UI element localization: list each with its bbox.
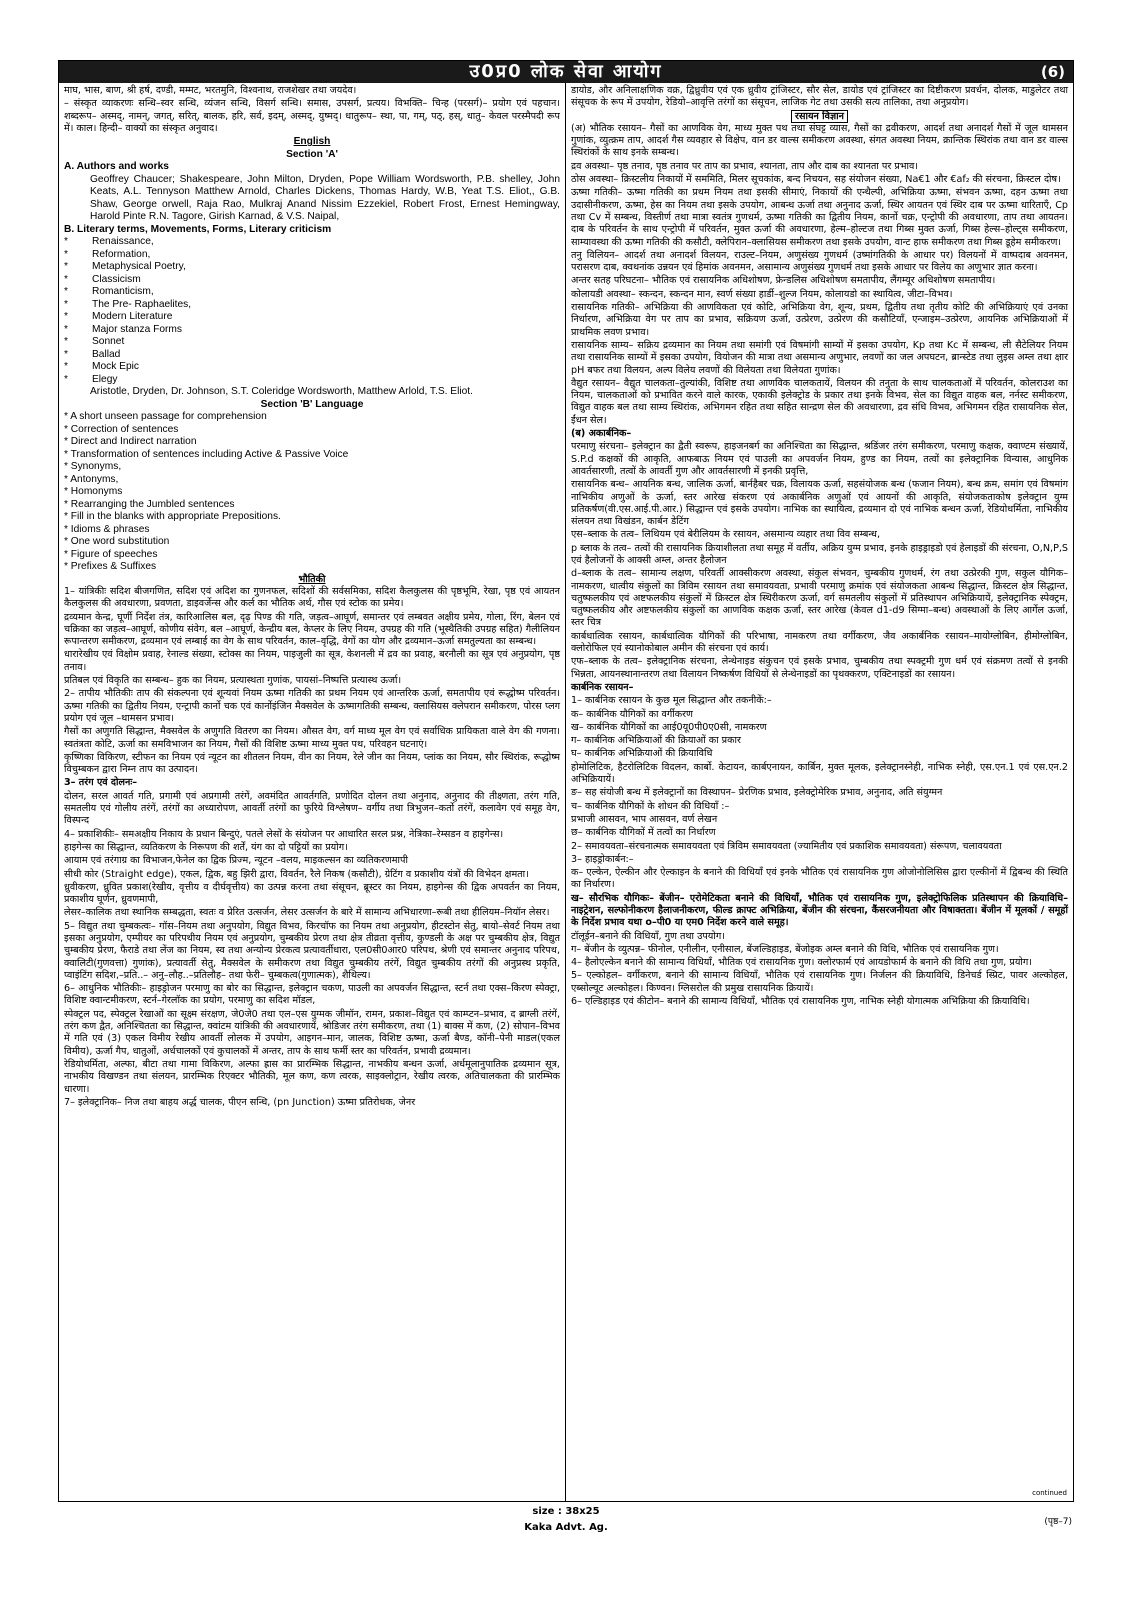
footer-page-number: (पृष्ठ–7) (1044, 1517, 1072, 1527)
paragraph: घ– कार्बनिक अभिक्रियाओं की क्रियाविधि (571, 748, 713, 760)
list-item: * Mock Epic (64, 361, 560, 374)
list-item: * Correction of sentences (64, 423, 179, 435)
paragraph: ख– सौरभिक यौगिकः– बेंजीन– एरोमेटिकता बनाने की विधियाँ, भौतिक एवं रासायनिक गुण, इलेक्ट्रोफिलिक प्रतिस्थापन की क्रियाविधि– नाइट्रेशन, सल्फोनीकरण हैलाजनीकरण, फील्ड क्राफ्ट अभिक्रिया, बेंजीन की संरचना, कैंसरजनीयता और विषाक्तता। बेंजीन में मूलकों / समूहों के निर्देश प्रभाव यथा o–पी0 या एम0 निर्देश करने वाले समूह। (571, 892, 1068, 929)
paragraph: आयाम एवं तरंगाग्र का विभाजन,फेनेल का द्विक प्रिज्म, न्यूटन –वलय, माइकल्सन का व्यतिकरणमापी (64, 855, 408, 867)
list-item: * Fill in the blanks with appropriate Prepositions. (64, 511, 281, 523)
paragraph: एस–ब्लाक के तत्व– लिथियम एवं बेरीलियम के रसायन, असमान्य व्यहार तथा विव सम्बन्ध, (571, 529, 881, 541)
section-b-heading: Section 'B' Language (260, 398, 364, 410)
paragraph: गैसों का अणुगति सिद्धान्त, मैक्सवेल के अणुगति वितरण का नियम। औसत वेग, वर्ग माध्य मूल वेग एवं सर्वाधिक प्रायिकता वाले वेग की गणना। स्वतंत्रता कोटि, ऊर्जा का समविभाजन का नियम, गैसों की विशिष्ट ऊष्मा माध्य मुक्त पथ, परिवहन घटनाएं। (64, 726, 560, 750)
paragraph: ध्रुवीकरण, ध्रुवित प्रकाश(रेखीय, वृत्तीय व दीर्घवृत्तीय) का उत्पन्न करना तथा संसूचन, ब्रूस्टर का नियम, हाइगेन्स की द्विक अपवर्तन का नियम, प्रकाशीय घूर्णन, ध्रुवणमापी, (64, 881, 560, 906)
paragraph: d–ब्लाक के तत्व– सामान्य लक्षण, परिवर्ती आक्सीकरण अवस्था, संकुल संभवन, चुम्बकीय गुणधर्म, रंग तथा उत्प्रेरकी गुण, सकुल यौगिक–नामकरण, धात्वीय संकुलों का त्रिविम रसायन तथा समावयवता, प्रभावी परमाणु क्रमांक एवं संयोजकता आबन्ध सिद्धान्त, क्रिस्टल क्षेत्र सिद्धान्त, चतुष्फलकीय एवं अष्टफलकीय संकुलों में क्रिस्टल क्षेत्र स्थिरीकरण ऊर्जा, वर्ग समतलीय संकुलों में प्रतिस्थापन अभिक्रियायें, इलेक्ट्रानिक स्पेक्ट्रम, चतुष्फलकीय और अष्टफलकीय संकुलों का आणविक कक्षक ऊर्जा, स्तर आरेख (केवल d1-d9 सिग्मा–बन्ध) अवस्थाओं के लिए आर्गेल ऊर्जा, स्तर चित्र (571, 568, 1068, 629)
page-number: (6) (1040, 63, 1065, 81)
list-item: * Romanticism, (64, 286, 560, 299)
literary-terms-label: B. Literary terms, Movements, Forms, Literary criticism (64, 223, 332, 235)
paragraph: ऊष्मा गतिकी– ऊष्मा गतिकी का प्रथम नियम तथा इसकी सीमाएं, निकायों की एन्थैल्पी, अभिक्रिया ऊष्मा, संभवन ऊष्मा, दहन ऊष्मा तथा उदासीनीकरण, ऊष्मा, हेस का नियम तथा इसके उपयोग, आबन्ध ऊर्जा तथा अनुनाद ऊर्जा, स्थिर आयतन एवं स्थिर दाब पर ऊष्मा धारिताएँ, Cp तथा Cv में सम्बन्ध, विस्तीर्ण तथा मात्रा स्वतंत्र गुणधर्म, ऊष्मा गतिकी का द्वितीय नियम, कार्नो चक्र, एन्ट्रोपी की अवधारणा, ताप तथा आयतन। दाब के परिवर्तन के साथ एन्ट्रोपी में परिवर्तन, मुक्त ऊर्जा की अवधारणा, हेल्म–होल्टज तथा गिब्स मुक्त ऊर्जा, गिब्स हेल्स–होल्ट्स समीकरण, साम्यावस्था की ऊष्मा गतिकी की कसौटी, क्लेपिरान–क्लासियस समीकरण तथा इसके उपयोग, वान्ट हाफ समीकरण तथा गिब्स डूहेम समीकरण। (571, 187, 1068, 248)
paragraph: (ब) अकार्बनिक– (571, 428, 632, 440)
paragraph: 2– तापीय भौतिकीः ताप की संकल्पना एवं शून्यवां नियम ऊष्मा गतिकी का प्रथम नियम एवं आन्तरिक ऊर्जा, समतापीय एवं रूद्धोष्म परिवर्तन। ऊष्मा गतिकी का द्वितीय नियम, एन्ट्रापी कार्नो चक एवं कार्नोइंजिन मैक्सवेल के ऊष्मागतिकी सम्बन्ध, क्लासियस क्लेपरान समीकरण, पोरस प्लग प्रयोग एवं जूल –थामसन प्रभाव। (64, 688, 560, 724)
list-item: * Transformation of sentences including Active & Passive Voice (64, 448, 349, 460)
list-item: * The Pre- Raphaelites, (64, 299, 560, 312)
paragraph: 7– इलेक्ट्रानिक– निज तथा बाहय अर्द्ध चालक, पीएन सन्धि, (pn Junction) ऊष्मा प्रतिरोधक, जेनर (64, 1096, 416, 1108)
list-item: * Elegy (64, 374, 560, 387)
paragraph: रासायनिक बन्ध– आयनिक बन्ध, जालिक ऊर्जा, बार्नहैबर चक्र, विलायक ऊर्जा, सहसंयोजक बन्ध (फजान नियम), बन्ध क्रम, समांग एवं विषमांग नाभिकीय अणुओं के ऊर्जा, स्तर आरेख संकरण एवं अकार्बनिक अणुओं एवं आयनों की आकृति, संयोजकताकोष इलेक्ट्रान युग्म प्रतिकर्षण(वी.एस.आई.पी.आर.) सिद्धान्त एवं इसके उपयोग। नाभिक का स्थायित्व, द्रव्यमान दो एवं नाभिक बन्धन ऊर्जा, रेडियोधर्मिता, नाभिकीय संलयन तथा विखंडन, कार्बन डेटिंग (571, 479, 1068, 528)
list-item: * Reformation, (64, 249, 560, 262)
paragraph: अन्तर सतह परिघटना– भौतिक एवं रासायनिक अधिशोषण, फ्रेन्डलिस अधिशोषण समतापीय, लैंगम्यूर अधिशोषण समतापीय। (571, 275, 996, 287)
paragraph: वैद्युत रसायन– वैद्युत चालकता–तुल्यांकी, विशिष्ट तथा आणविक चालकतायें, विलयन की तनुता के साथ चालकताओं में परिवर्तन, कोलराउश का नियम, चालकताओं को प्रभावित करने वाले कारक, एकाकी इलेक्ट्रोड के प्रकार तथा इनके विभव, सेल का विद्युत वाहक बल, नर्नस्ट समीकरण, विद्युत वाहक बल तथा साम्य स्थिरांक, अभिगमन रहित तथा सहित सान्द्रण सेल की अवधारणा, द्रव संधि विभव, अभिगमन रहित रासायनिक सेल, ईंधन सेल। (571, 377, 1068, 426)
page-title: उ0प्र0 लोक सेवा आयोग (59, 61, 1073, 83)
physics-heading: भौतिकी (298, 573, 326, 585)
paragraph: ठोस अवस्था– क्रिस्टलीय निकायों में सममिति, मिलर सूचकांक, बन्द निचयन, सह संयोजन संख्या, Na€1 और €af₂ की संरचना, क्रिस्टल दोष। (571, 174, 1061, 186)
footer-size: size : 38x25 (532, 1506, 600, 1517)
paragraph: परमाणु संरचना– इलेक्ट्रान का द्वैती स्वरूप, हाइजनबर्ग का अनिश्चिता का सिद्धान्त, श्रडिंजर तरंग समीकरण, परमाणु कक्षक, क्वाण्टम संख्यायें, S.P.d कक्षकों की आकृति, आफबाऊ नियम एवं पाउली का अपवर्जन नियम, हुण्ड का नियम, तत्वों का इलेक्ट्रानिक विन्यास, आधुनिक आवर्तसारणी, तत्वों के आवर्ती गुण और आवर्तसारणी में इनकी प्रवृत्ति, (571, 441, 1068, 477)
paragraph: प्रतिबल एवं विकृति का सम्बन्ध– हुक का नियम, प्रत्यास्थता गुणांक, पायसां–निष्पत्ति प्रत्यास्थ ऊर्जा। (64, 675, 402, 687)
paragraph: 3– तरंग एवं दोलनः– (64, 777, 138, 789)
page-sheet (58, 60, 1074, 1502)
chemistry-heading (571, 111, 1068, 123)
terms-list (64, 236, 560, 386)
paragraph: द्रव अवस्था– पृष्ठ तनाव, पृष्ठ तनाव पर ताप का प्रभाव, श्यानता, ताप और दाब का श्यानता पर प्रभाव। (571, 160, 918, 172)
paragraph: ग– कार्बनिक अभिक्रियाओं की क्रियाओं का प्रकार (571, 735, 741, 747)
paragraph: कोलायडी अवस्था– स्कन्दन, स्कन्दन मान, स्वर्ण संख्या हार्डी–शुल्ज नियम, कोलायडो का स्थायित्व, जीटा–विभव। (571, 288, 953, 300)
paragraph: टॉलूईन–बनाने की विधियाँ, गुण तथा उपयोग। (571, 930, 725, 942)
paragraph: माघ, भास, बाण, श्री हर्ष, दण्डी, मम्मट, भरतमुनि, विश्वनाथ, राजशेखर तथा जयदेव। (64, 85, 357, 96)
list-item: * Sonnet (64, 336, 560, 349)
paragraph: धारारेखीय एवं विक्षोम प्रवाह, रेनाल्ड संख्या, स्टोक्स का नियम, पाइजुली का सूत्र, केशनली में द्रव का प्रवाह, बरनौली का सूत्र एवं अनुप्रयोग, पृष्ठ तनाव। (64, 649, 560, 673)
paragraph: हाइगेन्स का सिद्धान्त, व्यतिकरण के निरूपण की शर्तें, यंग का दो पट्टियों का प्रयोग। (64, 841, 348, 853)
paragraph: (अ) भौतिक रसायन– गैसों का आणविक वेग, माध्य मुक्त पथ तथा संघट्ट व्यास, गैसों का द्रवीकरण, आदर्श तथा अनादर्श गैसों में जूल थामसन गुणांक, व्युत्क्रम ताप, आदर्श गैस व्यवहार से विक्षेप, वान डर वाल्स समीकरण अवस्था, संगत अवस्था नियम, क्रान्तिक स्थिरांक तथा वान डर वाल्स स्थिरांकों के साथ इनके सम्बन्ध। (571, 122, 1068, 159)
paragraph: 5– विद्युत तथा चुम्बकत्वः– गॉस–नियम तथा अनुपयोग, विद्युत विभव, किरचॉफ का नियम तथा अनुप्रयोग, हीटस्टोन सेतु, बायो–सेवर्ट नियम तथा इसका अनुप्रयोग, एम्पीयर का परिपथीय नियम एवं अनुप्रयोग, चुम्बकीय प्रेरण तथा क्षेत्र तीव्रता वृत्तीय, कुण्डली के अक्ष पर चुम्बकीय क्षेत्र, विद्युत चुम्बकीय प्रेरण, फैराडे तथा लेंज का नियम, स्व तथा अन्योन्य प्रेरकत्व प्रत्यावर्तीधारा, एल0सी0आर0 परिपथ, श्रेणी एवं समान्तर अनुनाद परिपथ, क्वालिटी(गुणवत्ता) गुणांक), प्रत्यावर्ती सेतु, मैक्सवेल के समीकरण तथा विद्युत चुम्बकीय तरंगें, विद्युत चुम्बकीय तरंगों की अनुप्रस्थ प्रकृति, प्वाइंटिंग सदिश,–प्रति..– अनु–लौह..–प्रतिलौह– तथा फेरी– चुम्बकत्व(गुणात्मक), शैथिल्य। (64, 920, 560, 981)
list-item: * Ballad (64, 349, 560, 362)
paragraph: दोलन, सरल आवर्त गति, प्रगामी एवं अप्रगामी तरंगें, अवमंदित आवर्तगति, प्रणोदित दोलन तथा अनुनाद, अनुनाद की तीक्ष्णता, तरंग गति, समतलीय एवं गोलीय तरंगें, तरंगों का अध्यारोपण, आवर्ती तरंगों का फुरिये विश्लेषण– वर्गीय तथा त्रिभुजन–कर्तो तरंगें, कलावेग एवं समूह वेग, विस्पन्द (64, 790, 560, 827)
paragraph: 6– एल्डिहाइड एवं कीटोन– बनाने की सामान्य विधियाँ, भौतिक एवं रासायनिक गुण, नाभिक स्नेही योगात्मक अभिक्रिया की क्रियाविधि। (571, 996, 1030, 1008)
list-item: * Renaissance, (64, 236, 560, 249)
list-item: * A short unseen passage for comprehension (64, 411, 267, 423)
paragraph: लेसर–कालिक तथा स्थानिक सम्बद्धता, स्वतः व प्रेरित उत्सर्जन, लेसर उत्सर्जन के बारे में सामान्य अभिधारणा–रूबी तथा हीलियम–नियॉन लेसर। (64, 907, 550, 919)
authors-list: Geoffrey Chaucer; Shakespeare, John Milton, Dryden, Pope William Wordsworth, P.B. shelley, John Keats, A.L. Tennyson Matthew Arnold, Charles Dickens, Thomas Hardy, W.B, Yeat T.S. Eliot,, G.B. Shaw, George orwell, Raja Rao, Mulkraj Anand Nissim Ezzekiel, Robert Frost, Ernest Hemingway, Harold Pinte R.N. Tagore, Girish Karnad, & V.S. Naipal, (90, 173, 560, 223)
paragraph: 4– हैलोएल्केन बनाने की सामान्य विधियाँ, भौतिक एवं रासायनिक गुण। क्लोरफार्म एवं आयडोफार्म के बनाने की विधि तथा गुण, प्रयोग। (571, 957, 1032, 969)
list-item: * Classicism (64, 274, 560, 287)
list-item: * Rearranging the Jumbled sentences (64, 498, 235, 510)
paragraph: तनु विलियन– आदर्श तथा अनादर्श विलयन, राउल्ट–नियम, अणुसंख्य गुणधर्म (उष्मांगतिकी के आधार पर) विलयनों में वाष्पदाब अवनमन, परासरण दाब, क्वथनांक उन्नयन एवं हिमांक अवनमन, असामान्य अणुसंख्य गुणधर्म तथा इसके आधार पर विलेय का अणुभार ज्ञात करना। (571, 249, 1068, 274)
paragraph: 2– समावयवता–संरचनात्मक समावयवता एवं त्रिविम समावयवता (ज्यामितीय एवं प्रकाशिक समावयवता) संरूपण, चलावयवता (571, 840, 1002, 852)
list-item: * Modern Literature (64, 311, 560, 324)
paragraph: 1– कार्बनिक रसायन के कुछ मूल सिद्धान्त और तकनीकें:– (571, 695, 772, 707)
list-item: * Prefixes & Suffixes (64, 561, 157, 573)
list-item: * Idioms & phrases (64, 523, 150, 535)
english-heading: English (293, 136, 331, 148)
list-item: * Major stanza Forms (64, 324, 560, 337)
paragraph: 1– यांत्रिकीः सदिश बीजगणित, सदिश एवं अदिश का गुणनफल, सदिशों की सर्वसमिका, सदिश कैलकुलस की पृष्ठभूमि, रेखा, पृष्ठ एवं आयतन कैलकुलस की अवधारणा, प्रवणता, डाइवर्जेन्स और कर्ल का भौतिक अर्थ, गौस एवं स्टोक का प्रमेय। (64, 585, 560, 610)
paragraph: 3– हाइड्रोकार्बन:– (571, 853, 634, 865)
paragraph: छ– कार्बनिक यौगिकों में तत्वों का निर्धारण (571, 827, 716, 839)
list-item: * One word substitution (64, 536, 170, 548)
list-item: * Metaphysical Poetry, (64, 261, 560, 274)
left-column (59, 83, 566, 1501)
paragraph: एफ–ब्लाक के तत्व– इलेक्ट्रानिक संरचना, लेन्थेनाइड संकुचन एवं इसके प्रभाव, चुम्बकीय तथा स्पक्ट्रमी गुण धर्म एवं संक्रमण तत्वों से इनकी भिन्नता, आयनस्थानान्तरण तथा विलायन निष्कर्षण विधियों से लेन्थेनाइडों का पृथक्करण, एक्टिनाइडों का रसायन। (571, 656, 1068, 680)
paragraph: क– कार्बनिक यौगिकों का वर्गीकरण (571, 708, 693, 720)
paragraph: प्रभाजी आसवन, भाप आसवन, वर्ण लेखन (571, 813, 718, 825)
paragraph: क– एल्केन, ऐल्कीन और ऐल्काइन के बनाने की विधियाँ एवं इनके भौतिक एवं रासायनिक गुण ओजोनोलिसिस द्वारा एल्कीनों में द्विबन्ध की स्थिति का निर्धारण। (571, 867, 1068, 891)
paragraph: कार्बनिक रसायन– (571, 681, 634, 693)
paragraph: कार्बधात्विक रसायन, कार्बधात्विक यौगिकों की परिभाषा, नामकरण तथा वर्गीकरण, जैव अकार्बनिक रसायन–मायोग्लोबिन, हीमोग्लोबिन, क्लोरोफिल एवं स्यानोकोबाल अमीन की संरचना एवं कार्य। (571, 630, 1068, 655)
list-item: * Synonyms, (64, 461, 122, 473)
list-item: * Homonyms (64, 486, 123, 498)
paragraph: ख– कार्बनिक यौगिकों का आई0यू0पी0ए0सी, नामकरण (571, 721, 767, 733)
language-list (64, 411, 560, 574)
continued-note: continued (1032, 1488, 1067, 1497)
section-a-heading: Section 'A' (286, 148, 338, 160)
paragraph: p ब्लाक के तत्व– तत्वों की रासायनिक क्रियाशीलता तथा समूह में वर्तीय, अक्रिय युग्म प्रभाव, इनके हाइड्राइडो एवं हेलाइडों की संरचना, O,N,P,S एवं हैलोजनों के आक्सी अम्ल, अन्तर हैलोजन (571, 542, 1069, 566)
list-item: * Direct and Indirect narration (64, 436, 197, 448)
list-item: * Antonyms, (64, 473, 119, 485)
paragraph: रासायनिक साम्य– सक्रिय द्रव्यमान का नियम तथा समांगी एवं विषमांगी साम्यों में इसका उपयोग, Kp तथा Kc में सम्बन्ध, ली सैटेलियर नियम तथा रासायनिक साम्यों में इसका उपयोग, वियोजन की मात्रा तथा असमान्य अणुभार, लवणों का जल अपघटन, ब्रान्स्टेड तथा लुइस अम्ल तथा क्षार pH बफर तथा विलयन, अल्प विलेय लवणों की विलेयता तथा विलेयता गुणांक। (571, 339, 1068, 376)
paragraph: सीधी कोर (Straight edge), एकल, द्विक, बहु झिरी द्वारा, विवर्तन, रैले निकष (कसौटी), ग्रेटिंग व प्रकाशीय यंत्रों की विभेदन क्षमता। (64, 868, 529, 880)
authors-label: A. Authors and works (64, 161, 169, 173)
paragraph: 4– प्रकाशिकीः– समअक्षीय निकाय के प्रधान बिन्दुएं, पतले लेसों के संयोजन पर आधारित सरल प्रश्न, नेत्रिका–रेम्सडन व हाइगेन्स। (64, 828, 504, 840)
chemistry-heading-label: रसायन विज्ञान (791, 110, 848, 123)
paragraph: 6– आधुनिक भौतिकीः– हाइड्रोजन परमाणु का बोर का सिद्धान्त, इलेक्ट्रान चकण, पाउली का अपवर्जन सिद्धान्त, स्टर्न तथा एक्स–किरण स्पेक्ट्रा, विशिष्ट क्वान्टमीकरण, स्टर्न–गेरलॉक का प्रयोग, परमाणु का सदिश मॉडल, (64, 983, 560, 1007)
paragraph: कृष्णिका विकिरण, स्टीफन का नियम एवं न्यूटन का शीतलन नियम, वीन का नियम, रेले जीन का नियम, प्लांक का नियम, सौर स्थिरांक, रूद्धोष्म विचुम्बकन द्वारा निम्न ताप का उत्पादन। (64, 751, 560, 776)
paragraph: स्पेक्ट्रल पद, स्पेक्ट्रल रेखाओं का सूक्ष्म संरक्षण, जे0जे0 तथा एल–एस युग्मक जीमॉन, रामन, प्रकाश–विद्युत एवं काम्प्टन–प्रभाव, द ब्राग्ली तरंगें, तरंग कण द्वैत, अनिश्चितता का सिद्धान्त, क्वांटम यांत्रिकी की अवधारणायें, श्रोडिजर तरंग समीकरण, तथा (1) बाक्स में कण, (2) सोपान–विभव में गति एवं (3) एकल विमीय रेखीय आवर्ती लोलक में उपयोग, आइगन–मान, जालक, विशिष्ट ऊष्मा, ऊर्जा बैण्ड, कॉनी–पेनी माडल(एकल विमीय), ऊर्जा गैप, धातुओं, अर्धचालकों एवं कुचालकों में अन्तर, ताप के साथ फर्मी स्तर का परिवर्तन, प्रभावी द्रव्यमान। (64, 1008, 560, 1057)
paragraph: द्रव्यमान केन्द्र, घूर्णी निर्देश तंत्र, कारिआलिस बल, दृढ़ पिण्ड की गति, जड़त्व–आघूर्ण, समान्तर एवं लम्बवत अक्षीय प्रमेय, गोला, रिंग, बेलन एवं चक्रिका का जड़त्व–आघूर्ण, कोणीय संवेग, बल –आघूर्ण, केन्द्रीय बल, केप्लर के लिए नियम, उपग्रह की गति (भूस्थैतिकी उपग्रह सहित) गैलीलियन रूपान्तरण समीकरण, द्रव्यमान एवं लम्बाई का वेग के साथ परिवर्तन, काल–वृद्धि, वेगों का योग और द्रव्यमान–ऊर्जा समतुल्यता का सम्बन्ध। (64, 611, 560, 648)
list-item: * Figure of speeches (64, 548, 158, 560)
right-column (566, 83, 1073, 1501)
critics-list: Aristotle, Dryden, Dr. Johnson, S.T. Coleridge Wordsworth, Matthew Arlold, T.S. Eliot. (90, 386, 473, 398)
paragraph: च– कार्बनिक यौगिकों के शोधन की विधियाँ :– (571, 800, 730, 812)
paragraph: 5– एल्कोहल– वर्गीकरण, बनाने की सामान्य विधियाँ, भौतिक एवं रासायनिक गुण। निर्जलन की क्रियाविधि, डिनेचर्ड स्प्रिट, पावर अल्कोहल, एब्सोल्यूट अल्कोहल। किण्वन। ग्लिसरोल की प्रमुख रासायनिक क्रियायें। (571, 970, 1068, 994)
paragraph: डायोड, और अनिलाक्षणिक वक्र, द्विध्रुवीय एवं एक ध्रुवीय ट्रांजिस्टर, सौर सेल, डायोड एवं ट्रांजिस्टर का दिष्टीकरण प्रवर्धन, दोलक, माडुलेटर तथा संसूचक के रूप में उपयोग, रेडियो–आवृत्ति तरंगों का संसूचन, लाजिक गेट तथा उसकी सत्य तालिका, तथा अनुप्रयोग। (571, 85, 1068, 109)
paragraph: – संस्कृत व्याकरणः सन्धि–स्वर सन्धि, व्यंजन सन्धि, विसर्ग सन्धि। समास, उपसर्ग, प्रत्यय। विभक्ति– चिन्ह (परसर्ग)– प्रयोग एवं पहचान। शब्दरूप– अस्मद्, नामन्, जगत्, सरित्, बालक, हरि, सर्व, इदम्, अस्मद्, युष्मद्। धातुरूप– स्था, पा, गम्, पठ्, हस्, धातु– केवल परस्मैपदी रूप में। काल। हिन्दी– वाक्यों का संस्कृत अनुवाद। (64, 98, 560, 134)
paragraph: रासायनिक गतिकी– अभिक्रिया की आणविकता एवं कोटि, अभिक्रिया वेग, शून्य, प्रथम, द्वितीय तथा तृतीय कोटि की अभिक्रियाएं एवं उनका निर्धारण, अभिक्रिया वेग पर ताप का प्रभाव, सक्रियण ऊर्जा, उत्प्रेरण, उत्प्रेरण की कसौटियाँ, एन्जाइम–उत्प्रेरण, आयनिक अभिक्रियाओं में प्राथमिक लवण प्रभाव। (571, 302, 1068, 338)
paragraph: रेडियोधर्मिता, अल्फा, बीटा तथा गामा विकिरण, अल्फा ह्रास का प्रारम्भिक सिद्धान्त, नाभकीय बन्धन ऊर्जा, अर्धमूलानुपातिक द्रव्यमान सूत्र, नाभकीय विखण्डन तथा संलयन, प्रारम्भिक रिएक्टर भौतिकी, मूल कण, कण त्वरक, साइक्लोट्रान, रेखीय त्वरक, अतिचालकता की प्रारम्भिक धारणा। (64, 1058, 560, 1095)
footer-agency: Kaka Advt. Ag. (524, 1522, 608, 1533)
paragraph: ग– बेंजीन के व्युत्पन्न– फीनोल, एनीलीन, एनीसाल, बेंजल्डिहाइड, बेंजोइक अम्ल बनाने की विधि, भौतिक एवं रासायनिक गुण। (571, 943, 999, 955)
paragraph: होमोलिटिक, हैटरोलिटिक विदलन, कार्बो. केटायन, कार्बएनायन, कार्बिन, मुक्त मूलक, इलेक्ट्रानस्नेही, नाभिक स्नेही, एस.एन.1 एवं एस.एन.2 अभिक्रियायें। (571, 761, 1068, 786)
paragraph: ङ– सह संयोजी बन्ध में इलेक्ट्रानों का विस्थापन– प्रेरणिक प्रभाव, इलेक्ट्रोमेरिक प्रभाव, अनुनाद, अति संयुग्मन (571, 787, 943, 799)
